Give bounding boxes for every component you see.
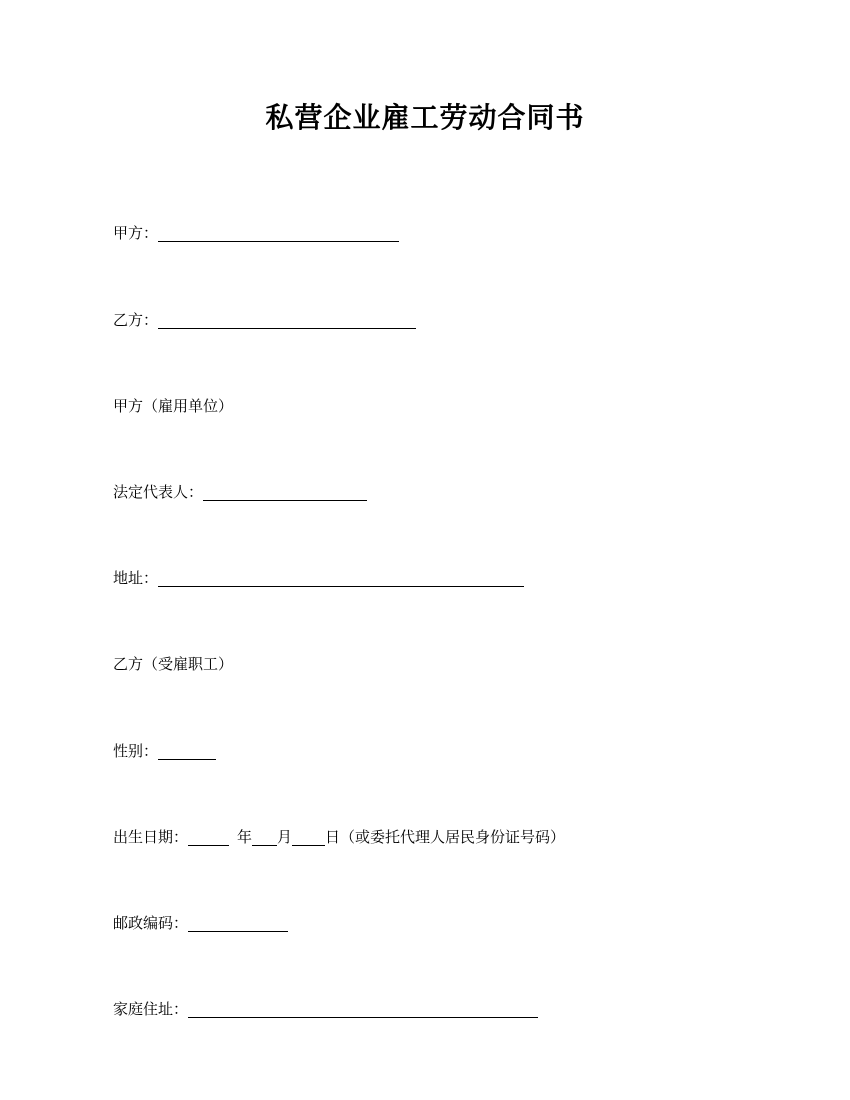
address-field [113,567,524,589]
party-b-field [113,309,416,331]
home-address-field [113,998,538,1020]
document-title: 私营企业雇工劳动合同书 [265,101,585,134]
postal-code-blank[interactable] [188,915,288,932]
legal-rep-label: 法定代表人： [113,483,204,501]
legal-rep-blank[interactable] [203,484,367,501]
legal-rep-field [113,481,367,503]
birth-day-blank[interactable] [292,829,325,846]
party-a-unit-label: 甲方（雇用单位） [113,397,234,415]
party-a-field [113,222,399,244]
party-a-label: 甲方： [113,224,159,242]
party-a-unit-heading [113,395,233,417]
birth-month-label: 月 [277,828,293,846]
home-address-blank[interactable] [188,1001,538,1018]
party-b-label: 乙方： [113,311,159,329]
address-blank[interactable] [158,570,524,587]
party-a-blank[interactable] [158,225,399,242]
postal-code-label: 邮政编码： [113,914,189,932]
birth-date-field [113,826,565,848]
gender-label: 性别： [113,742,159,760]
party-b-worker-label: 乙方（受雇职工） [113,655,234,673]
party-b-blank[interactable] [158,312,416,329]
home-address-label: 家庭住址： [113,1000,189,1018]
birth-month-blank[interactable] [252,829,277,846]
postal-code-field [113,912,288,934]
address-label: 地址： [113,569,159,587]
birth-day-label: 日（或委托代理人居民身份证号码） [325,828,566,846]
gender-blank[interactable] [158,743,216,760]
party-b-worker-heading [113,653,233,675]
birth-year-label: 年 [237,828,253,846]
gender-field [113,740,216,762]
birth-year-blank[interactable] [188,829,229,846]
birth-date-label: 出生日期： [113,828,189,846]
